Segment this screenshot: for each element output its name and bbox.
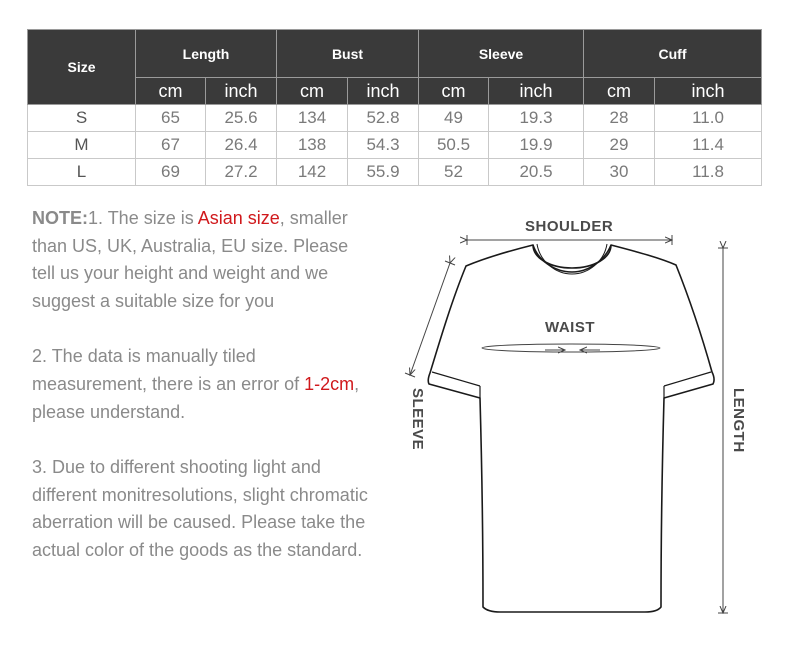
table-cell: 54.3 bbox=[348, 132, 419, 159]
length-label: LENGTH bbox=[730, 388, 747, 453]
sleeve-cuff-right bbox=[664, 372, 711, 386]
table-cell: 27.2 bbox=[206, 159, 277, 186]
note-1 bbox=[32, 205, 372, 315]
table-cell: 11.8 bbox=[655, 159, 762, 186]
table-cell: 20.5 bbox=[489, 159, 584, 186]
unit-header-inch: inch bbox=[206, 78, 277, 105]
tshirt-collar bbox=[533, 245, 611, 268]
size-chart-table bbox=[27, 29, 762, 186]
table-cell: 11.4 bbox=[655, 132, 762, 159]
note-2 bbox=[32, 343, 372, 426]
table-cell: 67 bbox=[136, 132, 206, 159]
table-cell: 55.9 bbox=[348, 159, 419, 186]
length-measure-line bbox=[718, 248, 728, 613]
size-cell: L bbox=[28, 159, 136, 186]
sleeve-cuff-left bbox=[432, 372, 480, 386]
shoulder-label: SHOULDER bbox=[525, 218, 614, 235]
table-cell: 65 bbox=[136, 105, 206, 132]
unit-header-inch: inch bbox=[489, 78, 584, 105]
sleeve-measure-line bbox=[405, 261, 455, 377]
note-2-text-a: 2. The data is manually tiled measurement, there is an error of bbox=[32, 346, 305, 394]
table-row bbox=[28, 105, 762, 132]
table-cell: 28 bbox=[584, 105, 655, 132]
size-cell: S bbox=[28, 105, 136, 132]
note-2-text-b: , please understand. bbox=[32, 373, 360, 422]
table-cell: 19.3 bbox=[489, 105, 584, 132]
tshirt-outline bbox=[428, 244, 714, 612]
table-row bbox=[28, 132, 762, 159]
tshirt-body bbox=[428, 245, 714, 612]
table-cell: 138 bbox=[277, 132, 348, 159]
table-cell: 52 bbox=[419, 159, 489, 186]
bust-group-header: Bust bbox=[277, 30, 419, 78]
note-3: 3. Due to different shooting light and different monitresolutions, slight chromatic aberration will be caused. Please take the actual color of the goods as the standard. bbox=[32, 457, 368, 560]
unit-header-inch: inch bbox=[655, 78, 762, 105]
table-cell: 52.8 bbox=[348, 105, 419, 132]
unit-header-inch: inch bbox=[348, 78, 419, 105]
table-cell: 30 bbox=[584, 159, 655, 186]
size-notes bbox=[32, 205, 372, 593]
table-row bbox=[28, 159, 762, 186]
table-cell: 49 bbox=[419, 105, 489, 132]
table-cell: 50.5 bbox=[419, 132, 489, 159]
unit-header-cm: cm bbox=[136, 78, 206, 105]
size-column-header: Size bbox=[28, 30, 136, 105]
table-cell: 19.9 bbox=[489, 132, 584, 159]
sleeve-label: SLEEVE bbox=[409, 388, 426, 451]
table-cell: 26.4 bbox=[206, 132, 277, 159]
length-group-header: Length bbox=[136, 30, 277, 78]
table-cell: 142 bbox=[277, 159, 348, 186]
size-cell: M bbox=[28, 132, 136, 159]
note-1-highlight: Asian size bbox=[197, 208, 280, 228]
table-cell: 134 bbox=[277, 105, 348, 132]
table-cell: 11.0 bbox=[655, 105, 762, 132]
table-cell: 25.6 bbox=[206, 105, 277, 132]
unit-header-cm: cm bbox=[277, 78, 348, 105]
shoulder-measure-line bbox=[467, 235, 672, 245]
note-label: NOTE: bbox=[32, 208, 88, 228]
waist-label: WAIST bbox=[545, 319, 595, 336]
note-2-highlight: 1-2cm bbox=[304, 373, 355, 394]
unit-header-cm: cm bbox=[584, 78, 655, 105]
sleeve-group-header: Sleeve bbox=[419, 30, 584, 78]
note-1-text-b: , smaller than US, UK, Australia, EU size. Please tell us your height and weight and we suggest a suitable size for you bbox=[32, 208, 349, 311]
note-1-text-a: 1. The size is bbox=[88, 208, 198, 228]
table-cell: 29 bbox=[584, 132, 655, 159]
unit-header-cm: cm bbox=[419, 78, 489, 105]
cuff-group-header: Cuff bbox=[584, 30, 762, 78]
waist-measure-line bbox=[482, 344, 660, 352]
table-cell: 69 bbox=[136, 159, 206, 186]
